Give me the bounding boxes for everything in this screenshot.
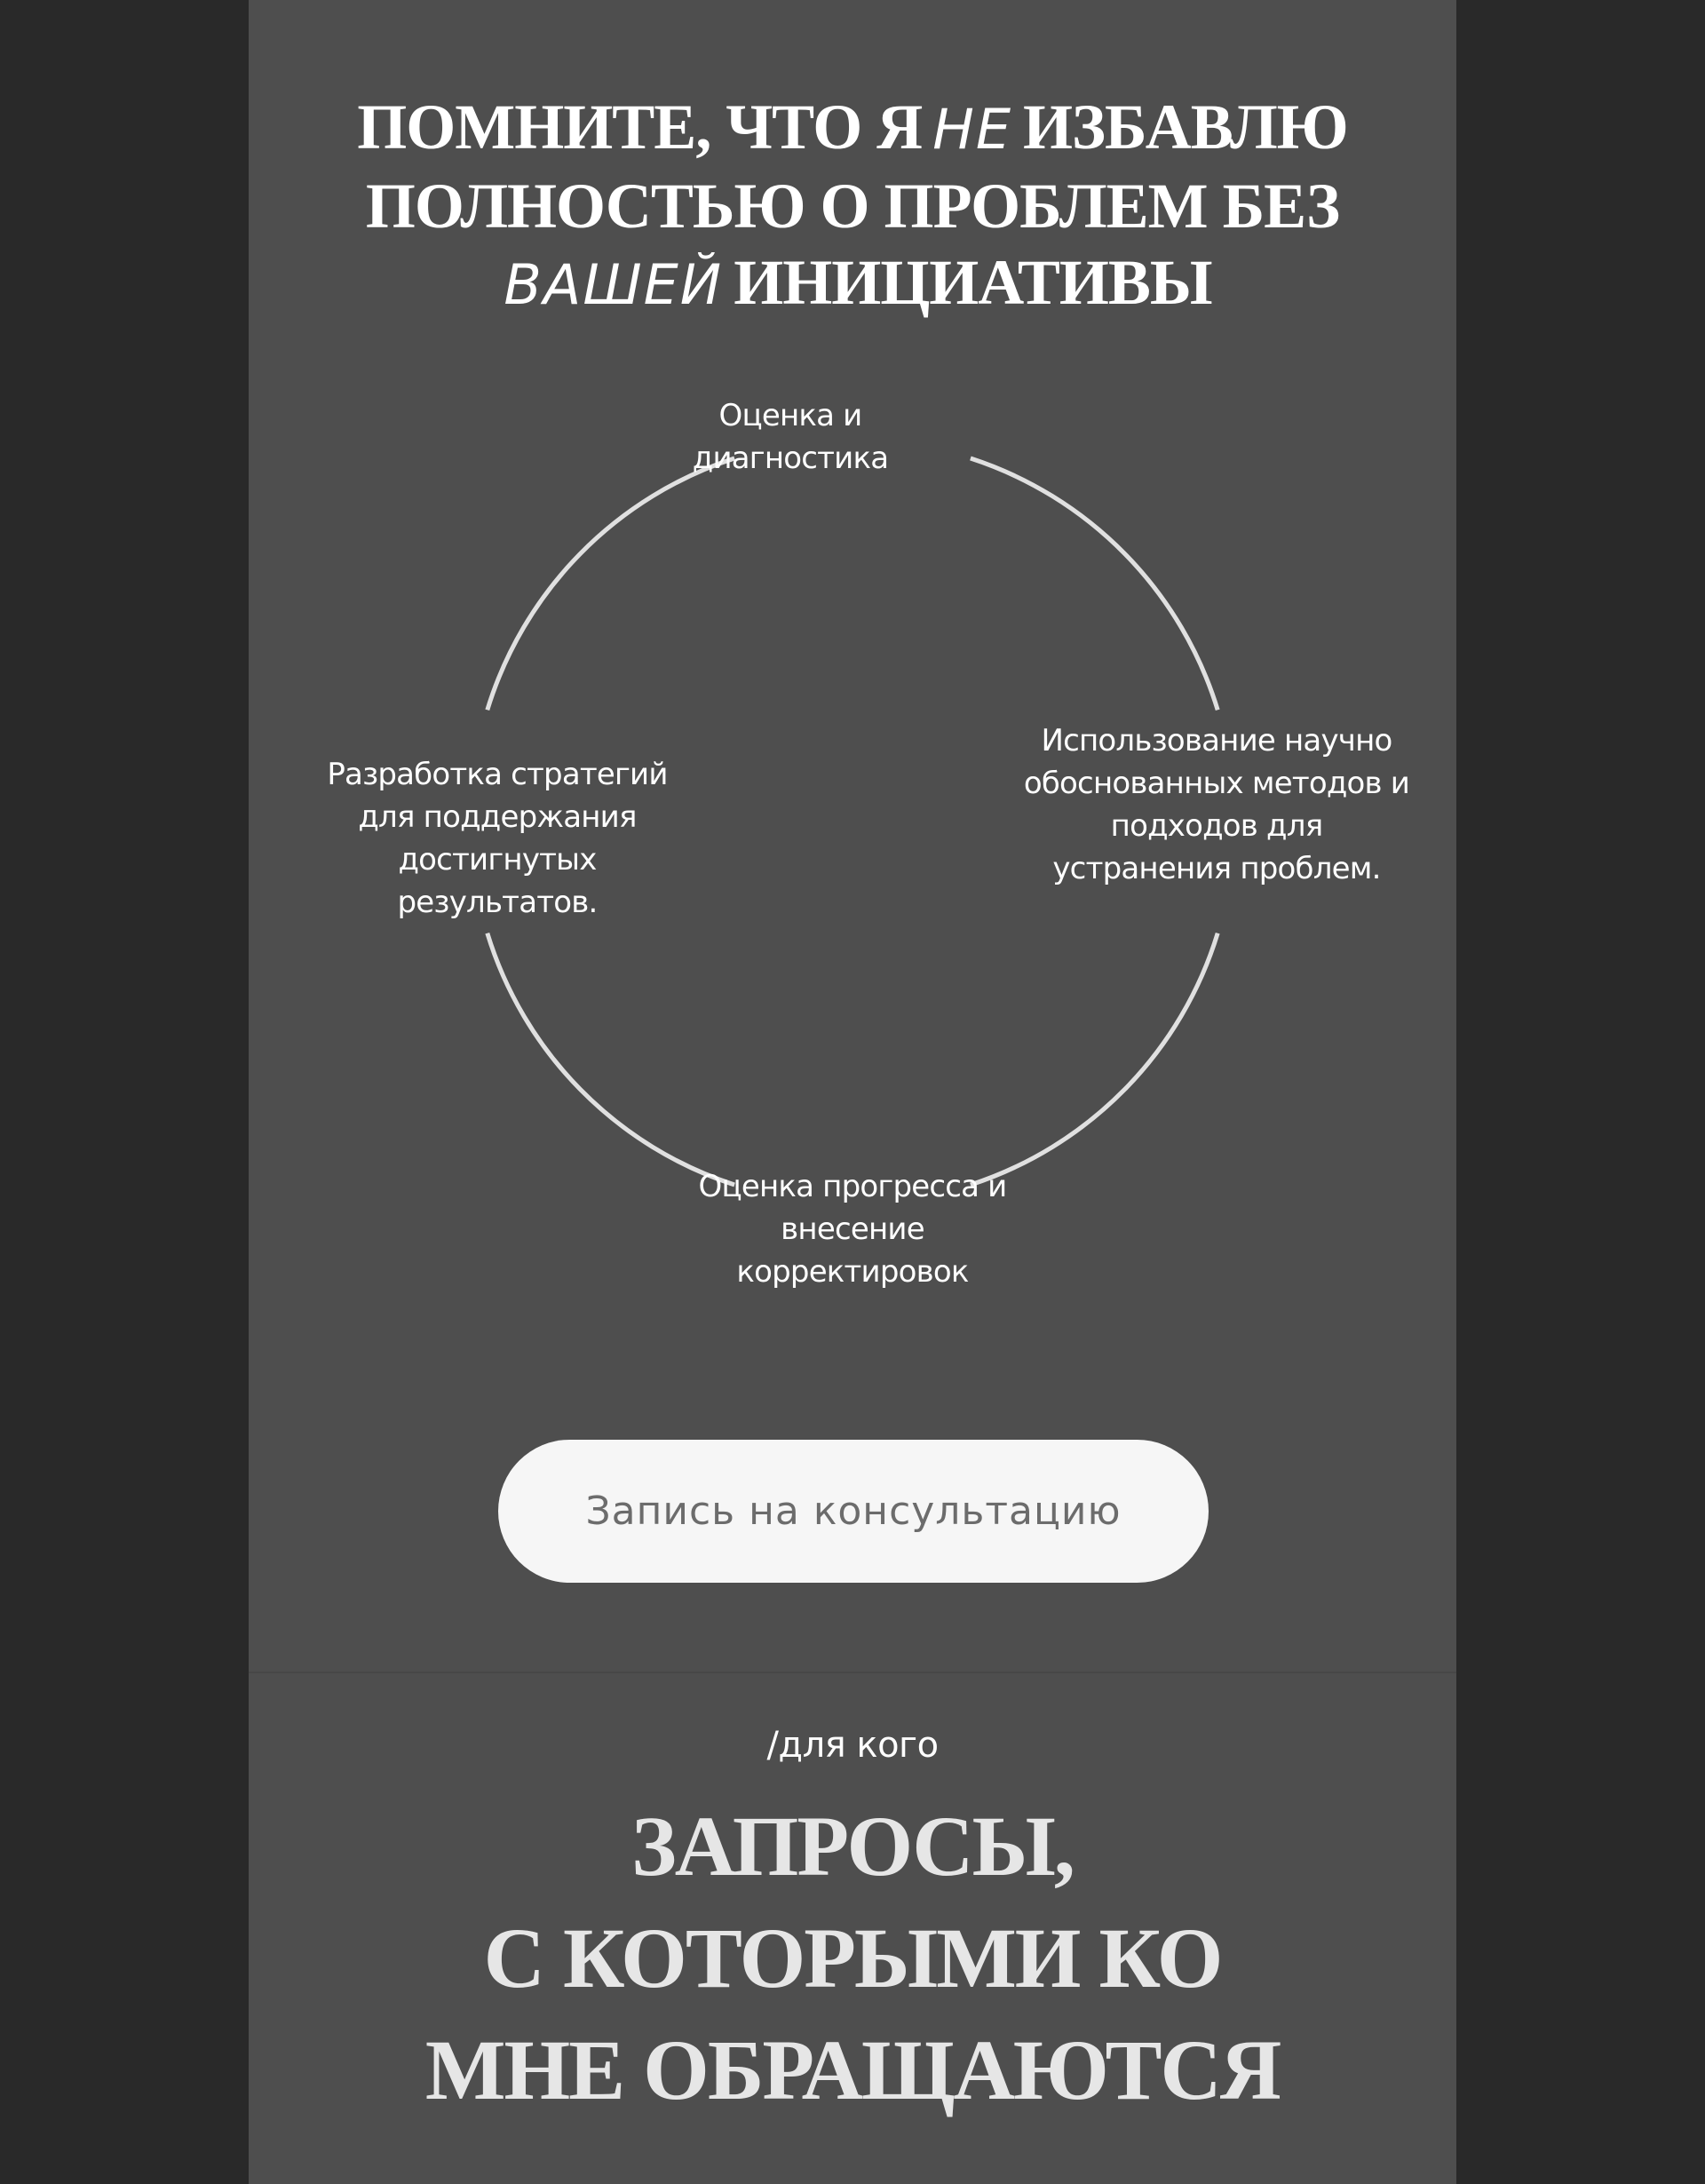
intro-title-line2: ПОЛНОСТЬЮ О ПРОБЛЕМ БЕЗ xyxy=(365,171,1340,242)
cycle-step-strategies: Разработка стратегий для поддержания достигнутых результатов. xyxy=(327,757,668,920)
cycle-step-progress: Оценка прогресса и внесение корректировок xyxy=(698,1169,1007,1290)
section-eyebrow: /для кого xyxy=(766,1725,939,1766)
cycle-arc-top-right xyxy=(971,458,1217,710)
intro-title-part3: ИНИЦИАТИВЫ xyxy=(734,247,1212,318)
book-consultation-button[interactable]: Запись на консультацию xyxy=(498,1440,1209,1583)
cycle-arc-bottom-right xyxy=(971,933,1217,1185)
cycle-step-methods: Использование научно обоснованных методов и подходов для устранения проблем. xyxy=(1023,723,1410,886)
cycle-arc-top-left xyxy=(488,458,734,710)
intro-title-emphasis-not: НЕ xyxy=(932,97,1013,162)
cycle-arc-bottom-left xyxy=(488,933,734,1185)
process-cycle-diagram xyxy=(249,0,1456,1332)
intro-title-part1: ПОМНИТЕ, ЧТО Я xyxy=(357,91,923,163)
requests-title-line1: ЗАПРОСЫ, xyxy=(631,1799,1074,1894)
requests-title-line2: С КОТОРЫМИ КО xyxy=(483,1910,1222,2005)
requests-title-line3: МНЕ ОБРАЩАЮТСЯ xyxy=(424,2022,1281,2117)
section-divider xyxy=(249,1672,1456,1673)
cycle-step-assessment: Оценка и диагностика xyxy=(692,398,889,476)
requests-heading xyxy=(249,1791,1456,2126)
intro-title-emphasis-your: ВАШЕЙ xyxy=(504,252,724,317)
intro-title-part2: ИЗБАВЛЮ xyxy=(1023,91,1348,163)
content-panel xyxy=(249,0,1456,2184)
